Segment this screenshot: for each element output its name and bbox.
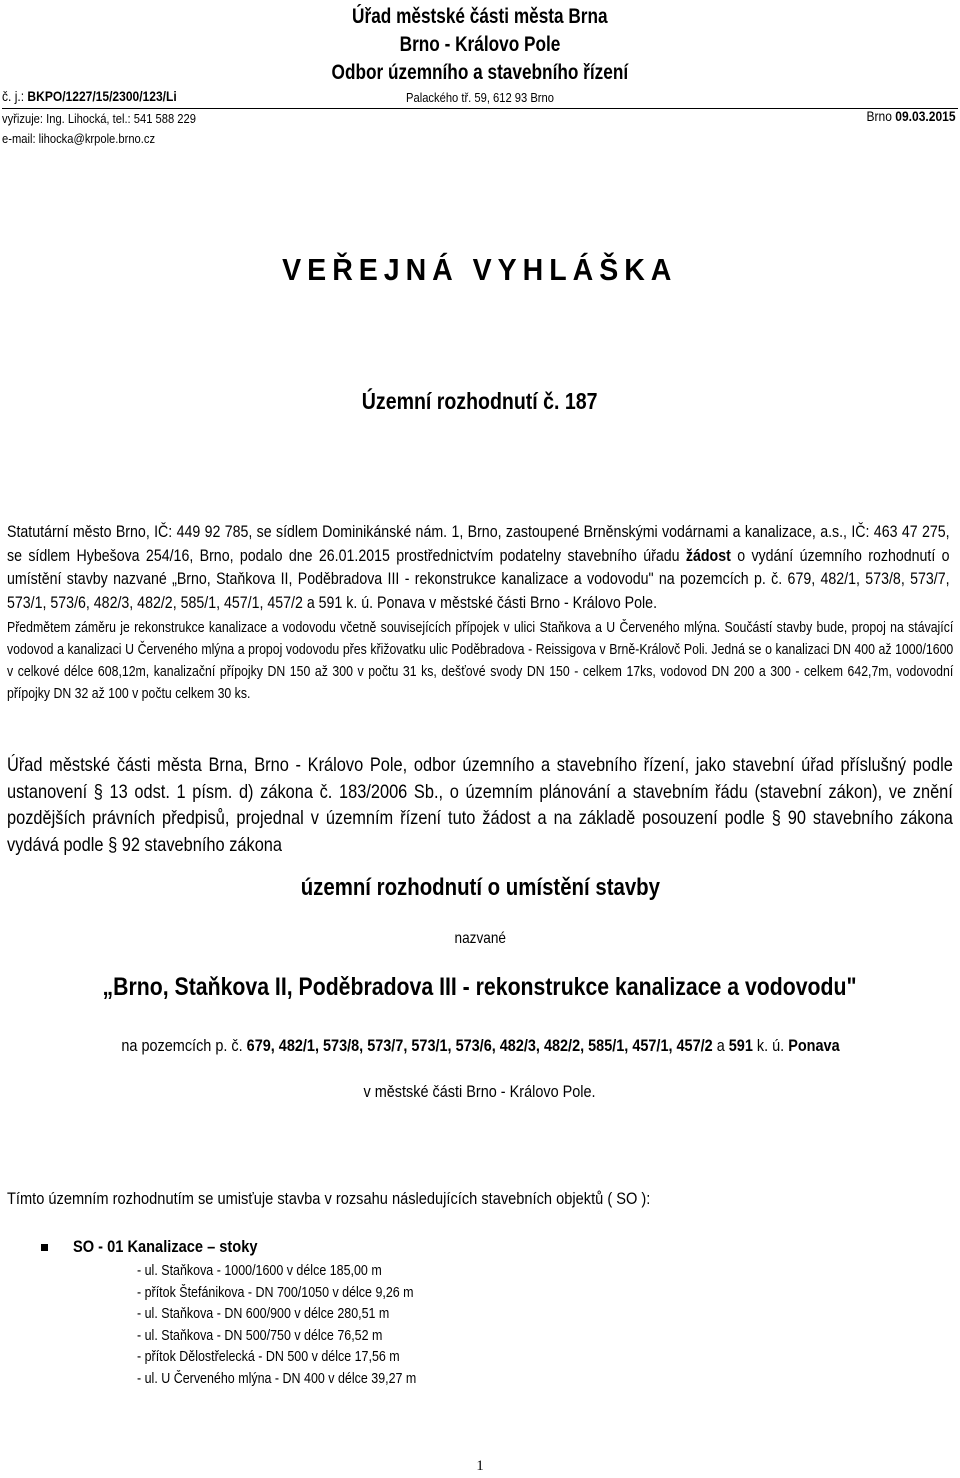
- list-item: - ul. Staňkova - 1000/1600 v délce 185,00 m: [137, 1263, 382, 1279]
- so01-item-list: [137, 1261, 462, 1390]
- bullet-square-icon: [41, 1244, 48, 1251]
- objects-intro: Tímto územním rozhodnutím se umisťuje stavba v rozsahu následujících stavebních objektů ( SO ):: [7, 1189, 651, 1208]
- decision-number-title: Územní rozhodnutí č. 187: [362, 388, 598, 414]
- office-address: Palackého tř. 59, 612 93 Brno: [406, 90, 554, 105]
- list-item: - ul. Staňkova - DN 500/750 v délce 76,52 m: [137, 1327, 383, 1344]
- document-date: Brno 09.03.2015: [866, 108, 956, 124]
- document-title: VEŘEJNÁ VYHLÁŠKA: [282, 252, 678, 287]
- handler-info: vyřizuje: Ing. Lihocká, tel.: 541 588 229: [2, 111, 196, 126]
- office-name: Úřad městské části města Brna: [352, 5, 608, 28]
- list-item: - ul. U Červeného mlýna - DN 400 v délce 39,27 m: [137, 1370, 417, 1387]
- page-number: 1: [476, 1458, 484, 1474]
- so01-heading: SO - 01 Kanalizace – stoky: [73, 1237, 258, 1256]
- list-item: - přítok Dělostřelecká - DN 500 v délce 17,56 m: [137, 1349, 400, 1365]
- office-district: Brno - Královo Pole: [399, 33, 561, 56]
- list-item: - ul. Staňkova - DN 600/900 v délce 280,51 m: [137, 1306, 390, 1322]
- parcels-line: na pozemcích p. č. 679, 482/1, 573/8, 573/7, 573/1, 573/6, 482/3, 482/2, 585/1, 457/1, 457/2 a 591 k. ú. Ponava: [120, 1036, 840, 1055]
- district-line: v městské části Brno - Královo Pole.: [363, 1082, 597, 1101]
- building-name: „Brno, Staňkova II, Poděbradova III - rekonstrukce kanalizace a vodovodu": [102, 973, 858, 1001]
- list-item: - přítok Štefánikova - DN 700/1050 v délce 9,26 m: [137, 1284, 414, 1301]
- handler-email: e-mail: lihocka@krpole.brno.cz: [2, 131, 156, 146]
- subject-paragraph: Předmětem záměru je rekonstrukce kanalizace a vodovodu včetně souvisejících přípojek v ulici Staňkova a U Červeného mlýna. Součástí stavby bude, propoj na stávající vodovod a kanalizaci U Červeného mlýna a propoj vodovodu přes křižovatku ulic Poděbradova - Reissigova v Brně-Královč Poli. Jedná se o kanalizaci DN 400 až 1000/1600 v celkové délce 608,12m, kanalizační přípojky DN 150 až 300 v počtu 31 ks, dešťové svody DN 150 - celkem 17ks, vodovod DN 200 a 300 - celkem 642,7m, vodovodní přípojky DN 32 až 100 v počtu celkem 30 ks.: [7, 619, 954, 702]
- application-paragraph: Statutární město Brno, IČ: 449 92 785, se sídlem Dominikánské nám. 1, Brno, zastoupené Brněnskými vodárnami a kanalizace, a.s., IČ: 463 47 275, se sídlem Hybešova 254/16, Brno, podalo dne 26.01.2015 prostřednictvím podatelny stavebního úřadu žádost o vydání územního rozhodnutí o umístění stavby nazvané „Brno, Staňkova II, Poděbradova III - rekonstrukce kanalizace a vodovodu" na pozemcích p. č. 679, 482/1, 573/8, 573/7, 573/1, 573/6, 482/3, 482/2, 585/1, 457/1, 457/2 a 591 k. ú. Ponava v městské části Brno - Královo Pole.: [7, 523, 950, 612]
- decision-heading: územní rozhodnutí o umístění stavby: [300, 874, 660, 901]
- header-divider: [2, 108, 958, 109]
- reference-number: č. j.: BKPO/1227/15/2300/123/Li: [2, 88, 177, 104]
- office-department: Odbor územního a stavebního řízení: [331, 61, 629, 84]
- authority-paragraph: Úřad městské části města Brna, Brno - Královo Pole, odbor územního a stavebního řízení, jako stavební úřad příslušný podle ustanovení § 13 odst. 1 písm. d) zákona č. 183/2006 Sb., o územním plánování a stavebním řádu (stavební zákon), ve znění pozdějších právních předpisů, projednal v územním řízení tuto žádost a na základě posouzení podle § 90 stavebního zákona vydává podle § 92 stavebního zákona: [7, 754, 953, 856]
- named-label: nazvané: [454, 930, 506, 947]
